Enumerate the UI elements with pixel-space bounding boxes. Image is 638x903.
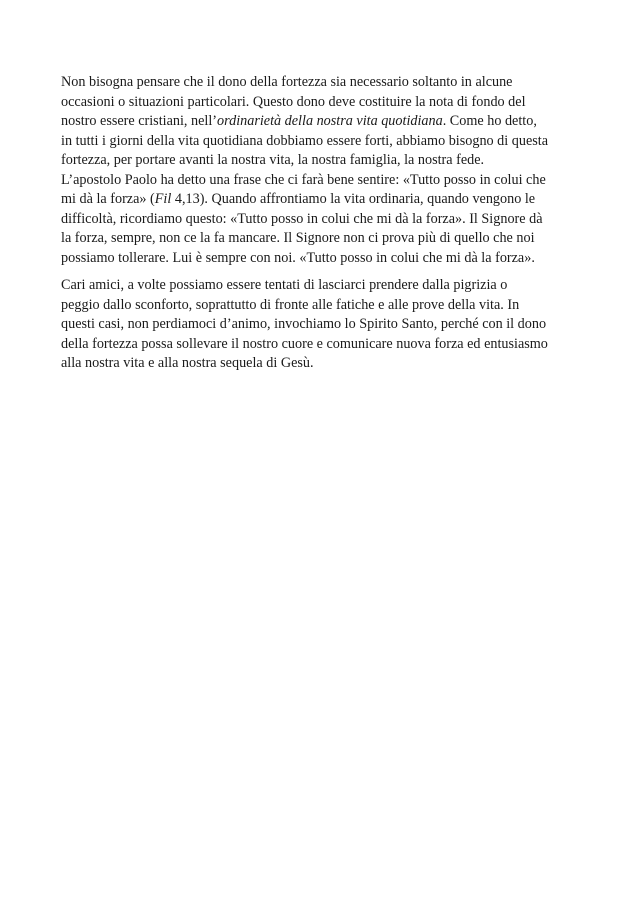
text-line: questi casi, non perdiamoci d’animo, invochiamo lo Spirito Santo, perché con il dono [61,316,547,332]
text-line: fortezza, per portare avanti la nostra vita, la nostra famiglia, la nostra fede. [61,152,485,168]
text-line: occasioni o situazioni particolari. Questo dono deve costituire la nota di fondo del [61,93,526,110]
text-line: possiamo tollerare. Lui è sempre con noi. «Tutto posso in colui che mi dà la forza». [61,249,535,266]
text-line: difficoltà, ricordiamo questo: «Tutto posso in colui che mi dà la forza». Il Signore dà [61,210,543,227]
text-line [61,112,581,132]
paragraph-cari-amici [61,276,581,374]
text-line: alla nostra vita e alla nostra sequela di Gesù. [61,355,314,371]
text-line: L’apostolo Paolo ha detto una frase che ci farà bene sentire: «Tutto posso in colui che [61,171,546,188]
text-line: Non bisogna pensare che il dono della fortezza sia necessario soltanto in alcune [61,74,513,90]
text-run: mi dà la forza» ( [61,191,155,207]
text-line: peggio dallo sconforto, soprattutto di fronte alle fatiche e alle prove della vita. In [61,296,520,313]
text-run: 4,13). Quando affrontiamo la vita ordinaria, quando vengono le [171,191,536,207]
paragraph-fortezza [61,73,581,268]
italic-citation: Fil [154,191,172,207]
text-line [61,190,581,210]
text-line: Cari amici, a volte possiamo essere tentati di lasciarci prendere dalla pigrizia o [61,277,508,293]
text-run: nostro essere cristiani, nell’ [61,113,218,129]
text-run: . Come ho detto, [442,113,537,129]
text-line: la forza, sempre, non ce la fa mancare. Il Signore non ci prova più di quello che noi [61,230,535,246]
body-text [61,73,581,382]
italic-emphasis: ordinarietà della nostra vita quotidiana [217,113,443,129]
text-line: in tutti i giorni della vita quotidiana dobbiamo essere forti, abbiamo bisogno di questa [61,132,549,149]
text-line: della fortezza possa sollevare il nostro cuore e comunicare nuova forza ed entusiasmo [61,335,548,352]
